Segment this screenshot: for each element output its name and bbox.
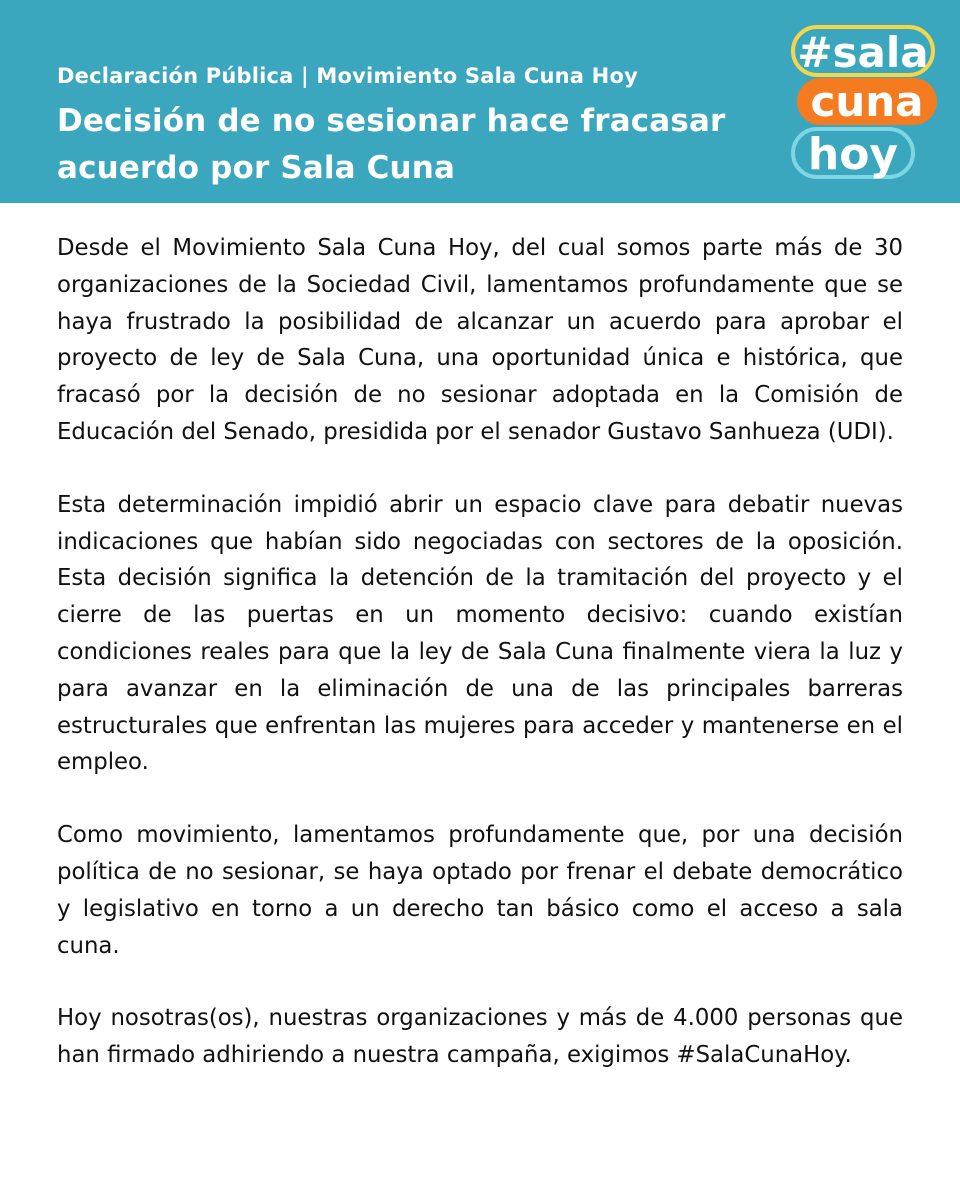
headline: Decisión de no sesionar hace fracasar acuerdo por Sala Cuna [57, 103, 726, 186]
sala-cuna-hoy-logo [785, 20, 945, 185]
logo-line-sala: #sala [797, 28, 929, 77]
paragraph-3: Como movimiento, lamentamos profundamente que, por una decisión política de no sesionar, se haya optado por frenar el debate democrático y legislativo en torno a un derecho tan básico como el acceso a sala cuna. [57, 822, 903, 959]
paragraph-2: Esta determinación impidió abrir un espacio clave para debatir nuevas indicaciones que habían sido negociadas con sectores de la oposición. Esta decisión significa la detención de la tramitación del proyecto y el cierre de las puertas en un momento decisivo: cuando existían condiciones reales para que la ley de Sala Cuna finalmente viera la luz y para avanzar en la eliminación de una de las principales barreras estructurales que enfrentan las mujeres para acceder y mantenerse en el empleo. [57, 491, 903, 776]
logo-line-cuna: cuna [810, 77, 924, 126]
statement-body [57, 230, 903, 1110]
header-banner [0, 0, 960, 203]
logo-line-hoy: hoy [807, 129, 899, 180]
paragraph-1: Desde el Movimiento Sala Cuna Hoy, del cual somos parte más de 30 organizaciones de la Sociedad Civil, lamentamos profundamente que se haya frustrado la posibilidad de alcanzar un acuerdo para aprobar el proyecto de ley de Sala Cuna, una oportunidad única e histórica, que fracasó por la decisión de no sesionar adoptada en la Comisión de Educación del Senado, presidida por el senador Gustavo Sanhueza (UDI). [57, 235, 903, 445]
declaration-kicker: Declaración Pública | Movimiento Sala Cuna Hoy [57, 64, 638, 88]
paragraph-4: Hoy nosotras(os), nuestras organizaciones y más de 4.000 personas que han firmado adhiriendo a nuestra campaña, exigimos #SalaCunaHoy. [57, 1005, 903, 1069]
